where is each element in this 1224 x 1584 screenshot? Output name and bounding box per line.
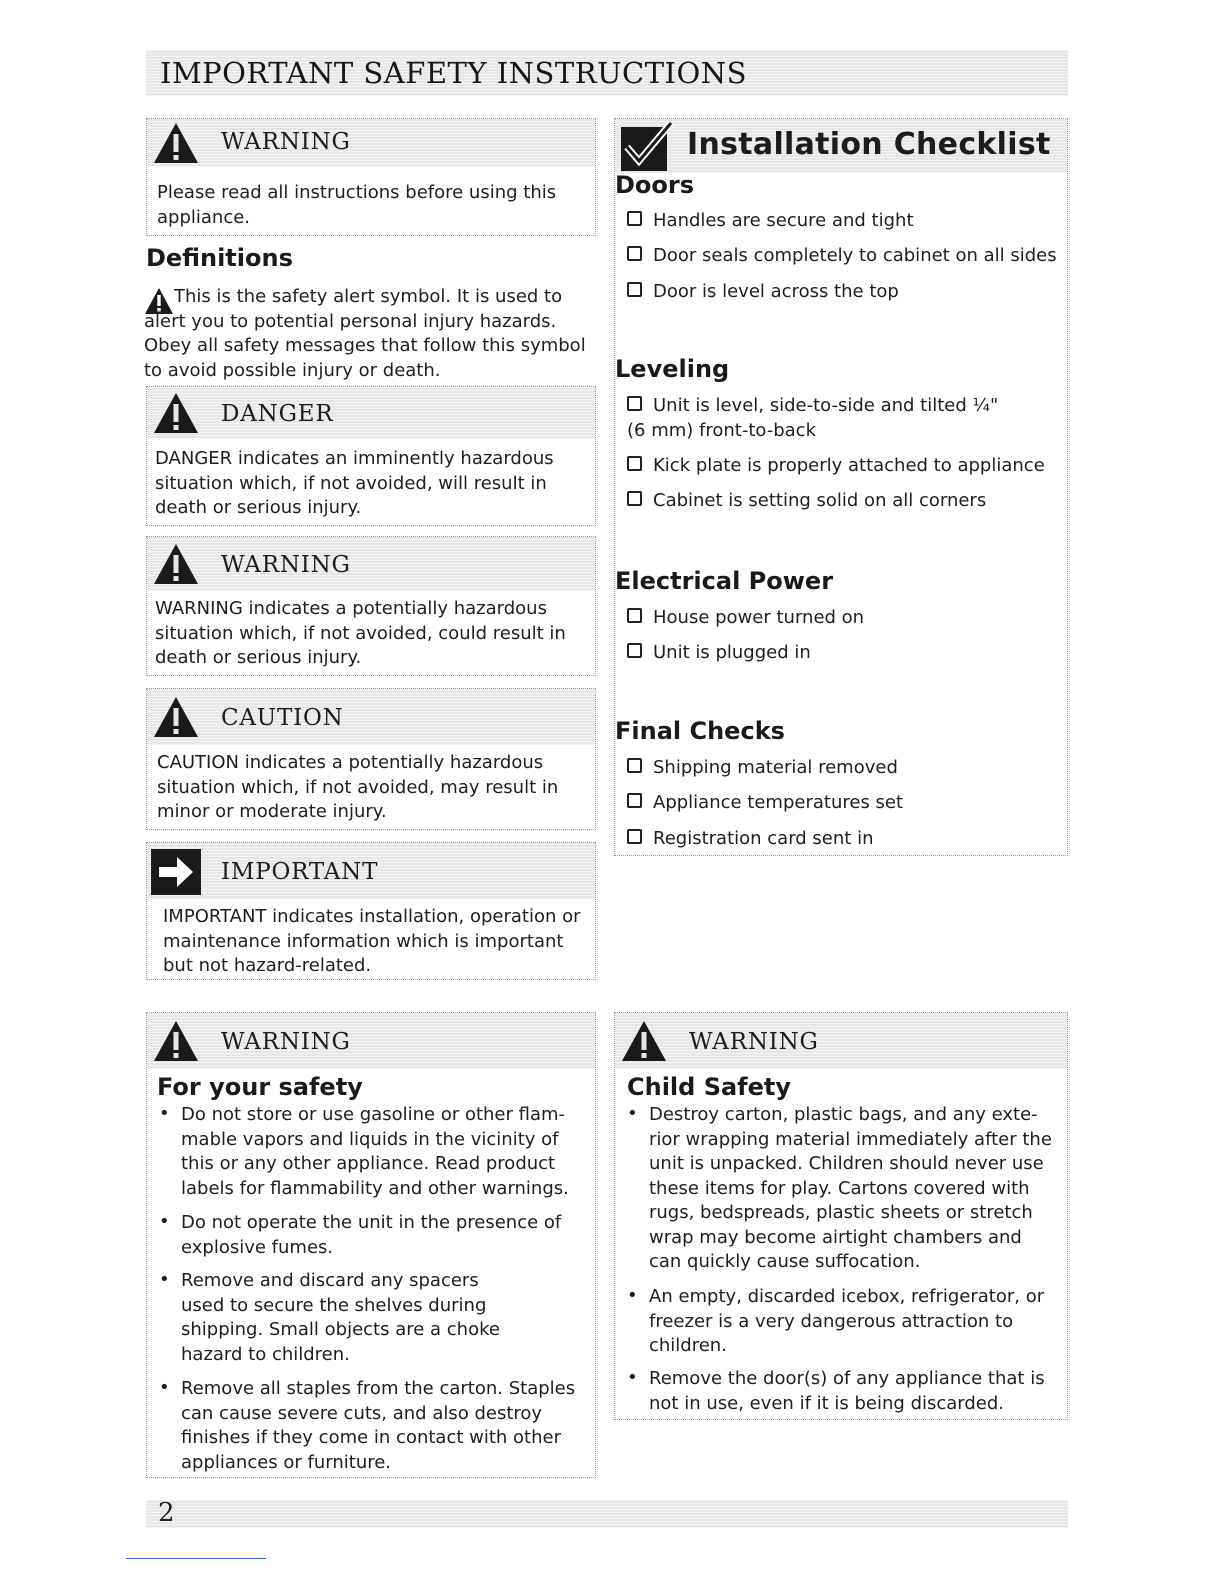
caution-text: CAUTION indicates a potentially hazardous situation which, if not avoided, may result in minor or moderate injury.: [157, 752, 559, 822]
checklist-item[interactable]: Cabinet is setting solid on all corners: [627, 489, 986, 514]
checkbox-icon[interactable]: [627, 396, 642, 411]
safety-warning-alert-icon: [153, 1019, 199, 1063]
checklist-item[interactable]: Unit is plugged in: [627, 641, 811, 666]
intro-warning-header: [147, 119, 595, 167]
safety-bullet: [159, 1377, 589, 1477]
checkbox-icon[interactable]: [627, 829, 642, 844]
definitions-text: This is the safety alert symbol. It is used to alert you to potential personal injury hazards. Obey all safety messages that follow this symbol to avoid possible injury or death.: [144, 286, 586, 381]
checklist-title: Installation Checklist: [687, 127, 1051, 162]
child-bullet-text: Remove the door(s) of any appliance that is not in use, even if it is being discarded.: [649, 1368, 1045, 1414]
safety-bullet-text: Remove all staples from the carton. Staples can cause severe cuts, and also destroy finishes if they come in contact with other appliances or furniture.: [181, 1378, 576, 1473]
important-header: [147, 843, 595, 899]
caution-header: [147, 689, 595, 745]
checklist-item[interactable]: Kick plate is properly attached to appliance: [627, 454, 1045, 479]
page-title-bar: [146, 50, 1068, 96]
warning-def-box: [146, 536, 596, 676]
safety-bullet-text: Remove and discard any spacers used to secure the shelves during shipping. Small objects are a choke hazard to children.: [181, 1270, 500, 1365]
checkbox-icon[interactable]: [627, 211, 642, 226]
checklist-item[interactable]: Door is level across the top: [627, 280, 899, 305]
safety-warning-label: WARNING: [221, 1029, 351, 1055]
child-warning-title: Child Safety: [627, 1073, 792, 1101]
warning-alert-icon: [153, 542, 199, 586]
important-label: IMPORTANT: [221, 859, 379, 885]
checkmark-icon: [619, 121, 675, 173]
checkbox-icon[interactable]: [627, 608, 642, 623]
arrow-right-icon: [151, 849, 201, 895]
safety-bullet: [159, 1269, 589, 1369]
page-number: 2: [158, 1498, 175, 1528]
checklist-item[interactable]: Appliance temperatures set: [627, 791, 903, 816]
bullet-dot: •: [627, 1103, 638, 1124]
bullet-dot: •: [159, 1269, 170, 1290]
intro-warning-box: [146, 118, 596, 236]
checklist-heading-final: Final Checks: [615, 717, 785, 745]
bullet-dot: •: [627, 1285, 638, 1306]
definitions-title: Definitions: [146, 244, 293, 272]
caution-box: [146, 688, 596, 830]
checklist-item[interactable]: Handles are secure and tight: [627, 209, 914, 234]
intro-warning-text: Please read all instructions before using this appliance.: [157, 182, 557, 228]
checklist-heading-electrical: Electrical Power: [615, 567, 834, 595]
bullet-dot: •: [159, 1377, 170, 1398]
checkbox-icon[interactable]: [627, 491, 642, 506]
bullet-dot: •: [159, 1103, 170, 1124]
checklist-header: [615, 119, 1067, 173]
checklist-item[interactable]: House power turned on: [627, 606, 864, 631]
child-warning-label: WARNING: [689, 1029, 819, 1055]
safety-bullet: [159, 1211, 589, 1263]
footer-link-underline[interactable]: [126, 1558, 266, 1559]
danger-alert-icon: [153, 391, 199, 435]
caution-label: CAUTION: [221, 705, 344, 731]
child-bullet-text: Destroy carton, plastic bags, and any exte-rior wrapping material immediately after the unit is unpacked. Children should never use these items for play. Cartons covered with rugs, bedspreads, plastic sheets or stretch wrap may become airtight chambers and can quickly cause suffocation.: [649, 1104, 1052, 1272]
checkbox-icon[interactable]: [627, 282, 642, 297]
child-warning-box: [614, 1012, 1068, 1420]
danger-header: [147, 387, 595, 439]
checkbox-icon[interactable]: [627, 643, 642, 658]
danger-text: DANGER indicates an imminently hazardous situation which, if not avoided, will result in death or serious injury.: [155, 448, 554, 518]
danger-box: [146, 386, 596, 526]
checklist-item[interactable]: Registration card sent in: [627, 827, 873, 852]
checklist-item-continued: (6 mm) front-to-back: [627, 420, 816, 441]
child-bullet: [627, 1367, 1059, 1419]
checkbox-icon[interactable]: [627, 793, 642, 808]
caution-alert-icon: [153, 695, 199, 739]
child-warning-header: [615, 1013, 1067, 1069]
safety-warning-box: [146, 1012, 596, 1478]
intro-warning-label: WARNING: [221, 129, 351, 155]
child-warning-alert-icon: [621, 1019, 667, 1063]
child-bullet: [627, 1103, 1059, 1279]
important-text: IMPORTANT indicates installation, operation or maintenance information which is important but not hazard-related.: [163, 906, 581, 976]
page-title: IMPORTANT SAFETY INSTRUCTIONS: [160, 56, 748, 90]
checklist-item[interactable]: Shipping material removed: [627, 756, 898, 781]
bullet-dot: •: [627, 1367, 638, 1388]
safety-bullet-text: Do not store or use gasoline or other flam-mable vapors and liquids in the vicinity of this or any other appliance. Read product labels for flammability and other warnings.: [181, 1104, 569, 1199]
checkbox-icon[interactable]: [627, 246, 642, 261]
safety-warning-header: [147, 1013, 595, 1069]
child-bullet-text: An empty, discarded icebox, refrigerator, or freezer is a very dangerous attraction to children.: [649, 1286, 1045, 1356]
child-bullet: [627, 1285, 1059, 1361]
checklist-box: [614, 118, 1068, 856]
safety-alert-icon: [153, 121, 199, 165]
checklist-item[interactable]: Unit is level, side-to-side and tilted ¼": [627, 394, 998, 419]
warning-def-header: [147, 537, 595, 591]
warning-def-text: WARNING indicates a potentially hazardous situation which, if not avoided, could result in death or serious injury.: [155, 598, 566, 668]
warning-def-label: WARNING: [221, 552, 351, 578]
bullet-dot: •: [159, 1211, 170, 1232]
checklist-heading-leveling: Leveling: [615, 355, 730, 383]
checkbox-icon[interactable]: [627, 758, 642, 773]
danger-label: DANGER: [221, 401, 334, 427]
safety-bullet-text: Do not operate the unit in the presence of explosive fumes.: [181, 1212, 562, 1258]
checklist-item[interactable]: Door seals completely to cabinet on all sides: [627, 244, 1057, 269]
safety-bullet: [159, 1103, 589, 1203]
footer-bar: [146, 1500, 1068, 1528]
checkbox-icon[interactable]: [627, 456, 642, 471]
important-box: [146, 842, 596, 980]
checklist-heading-doors: Doors: [615, 171, 695, 199]
safety-warning-title: For your safety: [157, 1073, 363, 1101]
